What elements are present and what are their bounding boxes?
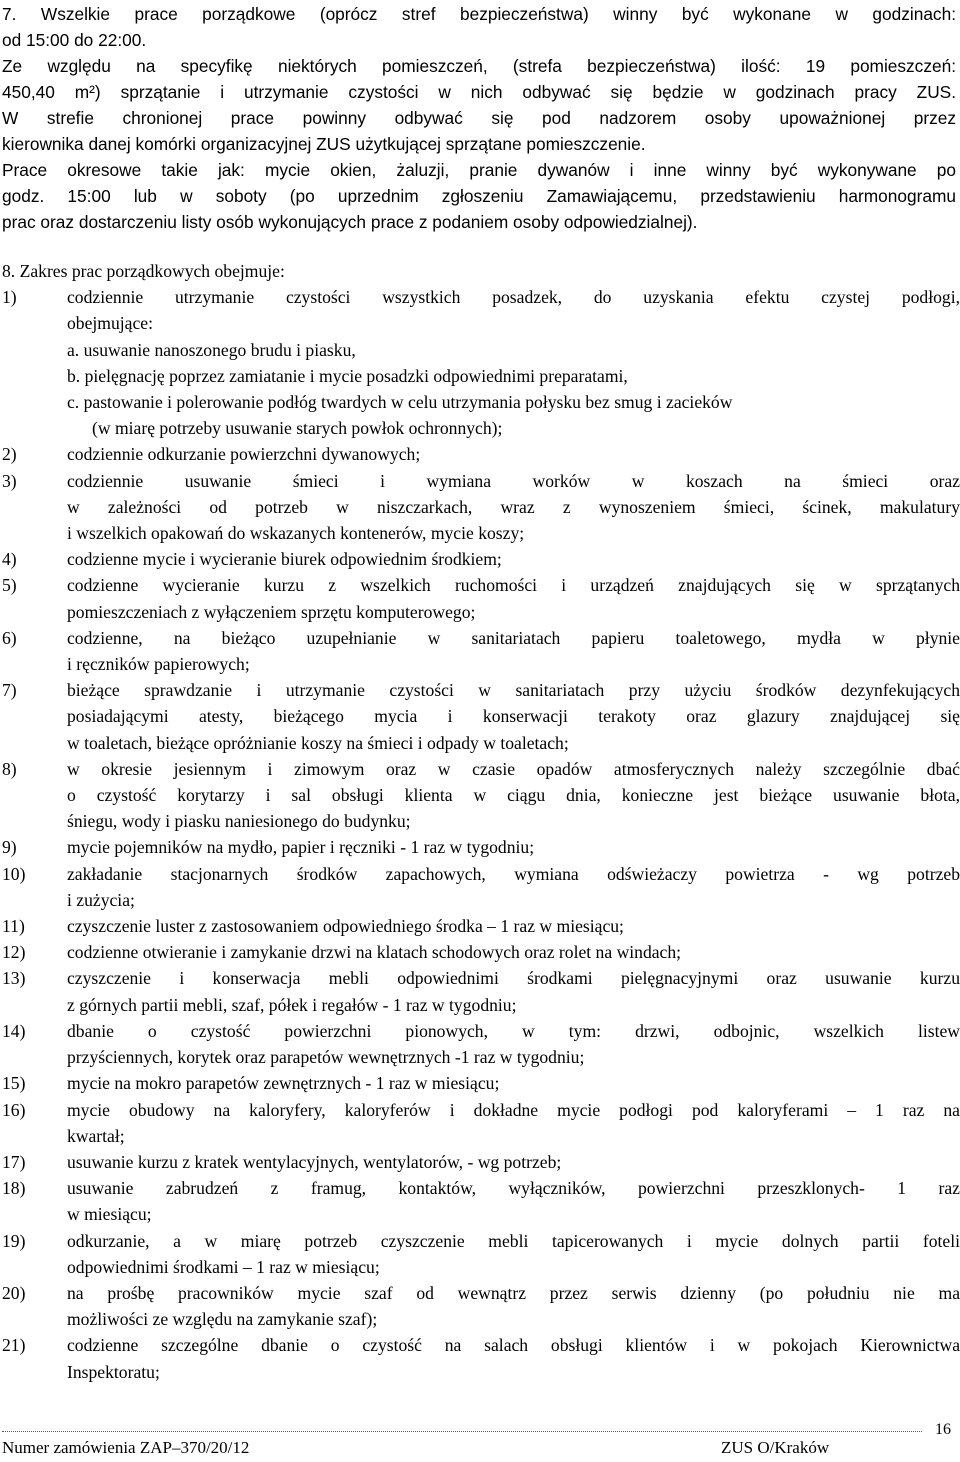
list-subitem: a. usuwanie nanoszonego brudu i piasku,	[67, 339, 356, 360]
list-item	[2, 1070, 960, 1096]
list-item-text: czyszczenie luster z zastosowaniem odpowiedniego środka – 1 raz w miesiącu;	[67, 916, 624, 937]
list-item-number: 20)	[2, 1282, 26, 1303]
section-8	[2, 258, 960, 1385]
list-item-number: 1)	[2, 287, 17, 308]
section-7-line: W strefie chronionej prace powinny odbywać się pod nadzorem osoby upoważnionej przez	[2, 108, 956, 128]
list-item-text: codziennie utrzymanie czystości wszystkich posadzek, do uzyskania efektu czystej podłogi,	[67, 287, 960, 308]
list-item-text: codzienne szczególne dbanie o czystość na salach obsługi klientów i w pokojach Kierownictwa	[67, 1335, 960, 1356]
section-7-line: kierownika danej komórki organizacyjnej ZUS użytkującej sprzątane pomieszczenie.	[2, 134, 646, 154]
list-subitem-continuation: (w miarę potrzeby usuwanie starych powłok ochronnych);	[92, 418, 503, 439]
list-item-text: o czystość korytarzy i sal obsługi klienta w ciągu dnia, konieczne jest bieżące usuwanie błota,	[67, 785, 960, 806]
scope-list	[2, 284, 960, 1385]
list-item-text: i zużycia;	[67, 889, 135, 910]
list-item-text: i ręczników papierowych;	[67, 654, 250, 675]
list-item-text: i wszelkich opakowań do wskazanych kontenerów, mycie koszy;	[67, 523, 525, 544]
section-8-heading: 8. Zakres prac porządkowych obejmuje:	[2, 261, 285, 281]
section-7	[2, 1, 956, 235]
list-item-text: dbanie o czystość powierzchni pionowych, w tym: drzwi, odbojnic, wszelkich listew	[67, 1020, 960, 1041]
list-item-text: bieżące sprawdzanie i utrzymanie czystości w sanitariatach przy użyciu środków dezynfekujących	[67, 680, 960, 701]
list-item-text: usuwanie kurzu z kratek wentylacyjnych, wentylatorów, - wg potrzeb;	[67, 1151, 562, 1172]
list-item-number: 4)	[2, 549, 17, 570]
list-subitem: b. pielęgnację poprzez zamiatanie i mycie posadzki odpowiednimi preparatami,	[67, 365, 628, 386]
list-item-text: w miesiącu;	[67, 1204, 152, 1225]
list-item	[2, 284, 960, 336]
list-item-number: 15)	[2, 1073, 26, 1094]
list-item-text: odpowiednimi środkami – 1 raz w miesiącu;	[67, 1256, 380, 1277]
list-item-text: przyściennych, korytek oraz parapetów wewnętrznych -1 raz w tygodniu;	[67, 1047, 585, 1068]
section-7-line: prac oraz dostarczeniu listy osób wykonujących prace z podaniem osoby odpowiedzialnej).	[2, 212, 698, 232]
list-item	[2, 468, 960, 547]
list-item	[2, 965, 960, 1017]
list-item-number: 8)	[2, 758, 17, 779]
list-item-text: codzienne mycie i wycieranie biurek odpowiednim środkiem;	[67, 549, 502, 570]
list-item-number: 7)	[2, 680, 17, 701]
list-item-text: w zależności od potrzeb w niszczarkach, wraz z wynoszeniem śmieci, ścinek, makulatury	[67, 496, 960, 517]
list-item	[2, 441, 960, 467]
list-item-text: pomieszczeniach z wyłączeniem sprzętu komputerowego;	[67, 601, 476, 622]
list-item-text: z górnych partii mebli, szaf, półek i regałów - 1 raz w tygodniu;	[67, 994, 517, 1015]
list-item	[2, 1018, 960, 1070]
order-number: Numer zamówienia ZAP–370/20/12	[2, 1438, 250, 1457]
list-item	[2, 1332, 960, 1384]
list-item-text: w toaletach, bieżące opróżnianie koszy na śmieci i odpady w toaletach;	[67, 732, 569, 753]
list-item-text: codzienne otwieranie i zamykanie drzwi na klatach schodowych oraz rolet na windach;	[67, 942, 682, 963]
list-item-text: kwartał;	[67, 1125, 125, 1146]
list-item-number: 17)	[2, 1151, 26, 1172]
list-item-text: na prośbę pracowników mycie szaf od wewnątrz przez serwis dzienny (po południu nie ma	[67, 1282, 960, 1303]
section-7-line: 450,40 m²) sprzątanie i utrzymanie czystości w nich odbywać się będzie w godzinach pracy ZUS.	[2, 82, 956, 102]
list-item	[2, 913, 960, 939]
list-item	[2, 677, 960, 756]
list-item-text: możliwości ze względu na zamykanie szaf);	[67, 1309, 378, 1330]
section-7-line: Prace okresowe takie jak: mycie okien, żaluzji, pranie dywanów i inne winny być wykonywane po	[2, 160, 956, 180]
list-item-number: 12)	[2, 942, 26, 963]
list-item	[2, 756, 960, 835]
list-item	[2, 939, 960, 965]
list-item-text: mycie obudowy na kaloryfery, kaloryferów i dokładne mycie podłogi pod kaloryferami – 1 raz na	[67, 1099, 960, 1120]
list-item-text: czyszczenie i konserwacja mebli odpowiednimi środkami pielęgnacyjnymi oraz usuwanie kurzu	[67, 968, 960, 989]
list-item-number: 14)	[2, 1020, 26, 1041]
section-7-line: 7. Wszelkie prace porządkowe (oprócz stref bezpieczeństwa) winny być wykonane w godzinach:	[2, 4, 956, 24]
list-item	[2, 834, 960, 860]
list-item-text: mycie pojemników na mydło, papier i ręczniki - 1 raz w tygodniu;	[67, 837, 535, 858]
list-item-text: mycie na mokro parapetów zewnętrznych - 1 raz w miesiącu;	[67, 1073, 500, 1094]
list-item-text: Inspektoratu;	[67, 1361, 160, 1382]
page-number: 16	[935, 1421, 951, 1438]
list-item	[2, 1175, 960, 1227]
list-item	[2, 572, 960, 624]
list-item-text: odkurzanie, a w miarę potrzeb czyszczenie mebli tapicerowanych i mycie dolnych partii foteli	[67, 1230, 960, 1251]
list-item-number: 16)	[2, 1099, 26, 1120]
footer-divider	[2, 1431, 922, 1432]
list-item	[2, 1280, 960, 1332]
list-item-text: codzienne, na bieżąco uzupełnianie w sanitariatach papieru toaletowego, mydła w płynie	[67, 627, 960, 648]
list-item-number: 21)	[2, 1335, 26, 1356]
list-subitem: c. pastowanie i polerowanie podłóg twardych w celu utrzymania połysku bez smug i zacieków	[67, 392, 733, 413]
office-name: ZUS O/Kraków	[721, 1438, 830, 1457]
list-item-text: codzienne wycieranie kurzu z wszelkich ruchomości i urządzeń znajdujących się w sprzątanych	[67, 575, 960, 596]
list-item	[2, 1149, 960, 1175]
list-item-text: usuwanie zabrudzeń z framug, kontaktów, wyłączników, powierzchni przeszklonych- 1 raz	[67, 1178, 960, 1199]
section-7-line: Ze względu na specyfikę niektórych pomieszczeń, (strefa bezpieczeństwa) ilość: 19 pomieszczeń:	[2, 56, 956, 76]
section-7-line: godz. 15:00 lub w soboty (po uprzednim zgłoszeniu Zamawiającemu, przedstawieniu harmonogramu	[2, 186, 956, 206]
list-item-text: w okresie jesiennym i zimowym oraz w czasie opadów atmosferycznych należy szczególnie dbać	[67, 758, 960, 779]
list-item-number: 18)	[2, 1178, 26, 1199]
list-item-number: 13)	[2, 968, 26, 989]
list-item-text: codziennie odkurzanie powierzchni dywanowych;	[67, 444, 421, 465]
list-item-number: 6)	[2, 627, 17, 648]
list-item-number: 11)	[2, 916, 25, 937]
list-item	[2, 1228, 960, 1280]
list-item-number: 19)	[2, 1230, 26, 1251]
list-item-text: obejmujące:	[67, 313, 153, 334]
list-item	[2, 546, 960, 572]
list-item-number: 5)	[2, 575, 17, 596]
list-item-text: posiadającymi atesty, bieżącego mycia i konserwacji terakoty oraz glazury znajdującej się	[67, 706, 960, 727]
list-item	[2, 861, 960, 913]
list-item-text: codziennie usuwanie śmieci i wymiana worków w koszach na śmieci oraz	[67, 470, 960, 491]
list-item-number: 10)	[2, 863, 26, 884]
list-item-number: 3)	[2, 470, 17, 491]
section-7-line: od 15:00 do 22:00.	[2, 30, 147, 50]
list-item-text: śniegu, wody i piasku naniesionego do budynku;	[67, 811, 411, 832]
list-item-text: zakładanie stacjonarnych środków zapachowych, wymiana odświeżaczy powietrza - wg potrzeb	[67, 863, 960, 884]
list-item-number: 2)	[2, 444, 17, 465]
list-item-number: 9)	[2, 837, 17, 858]
list-item	[2, 625, 960, 677]
list-item	[2, 1097, 960, 1149]
